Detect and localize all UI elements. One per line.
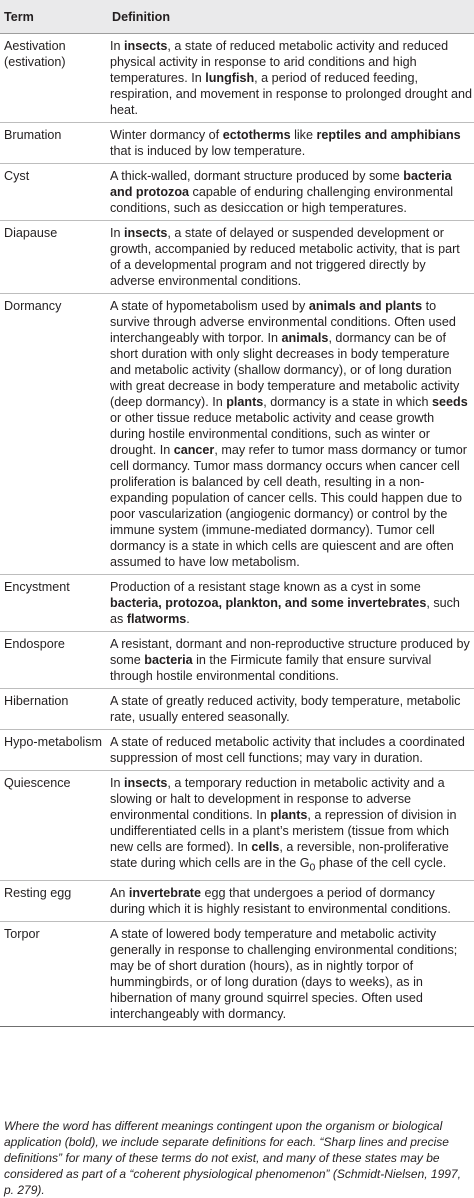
definition-text: , a reversible, non-proliferative state during which cells are in the G bbox=[110, 840, 449, 870]
glossary-rows bbox=[0, 34, 474, 1027]
definition-cell bbox=[108, 221, 474, 294]
table-row bbox=[0, 632, 474, 689]
definition-text: In bbox=[110, 226, 125, 240]
term-cell: Cyst bbox=[0, 164, 108, 221]
term-cell: Endospore bbox=[0, 632, 108, 689]
term-cell: Hypo-metabolism bbox=[0, 730, 108, 771]
definition-text: , dormancy can be of short duration with only slight decreases in body temperature and metabolic activity (shallow dormancy), or of long duration with great decrease in body temperature and metabolic activity (deep dormancy). In bbox=[110, 331, 460, 409]
bold-term: seeds bbox=[431, 395, 468, 409]
table-row bbox=[0, 34, 474, 123]
definition-cell bbox=[108, 575, 474, 632]
definition-column-header: Definition bbox=[108, 0, 474, 34]
definition-text: , such as bbox=[110, 596, 460, 626]
bold-term: cancer bbox=[173, 443, 215, 457]
bold-term: bacteria and protozoa bbox=[110, 169, 452, 199]
table-row bbox=[0, 880, 474, 921]
definition-text: A state of lowered body temperature and metabolic activity generally in response to challenging environmental conditions; may be of short duration (hours), as in nightly torpor of hummingbirds, or of long duration (days to weeks), as in hibernation of many ground squirrel species. Often used interchangeably with dormancy. bbox=[110, 926, 458, 1021]
definition-text: A state of reduced metabolic activity that includes a coordinated suppression of most cell functions; may vary in duration. bbox=[110, 735, 465, 765]
definition-cell bbox=[108, 632, 474, 689]
bold-term: invertebrate bbox=[128, 885, 202, 900]
bold-term: insects bbox=[124, 776, 168, 790]
term-cell: Hibernation bbox=[0, 689, 108, 730]
footnote-tail: , p. 279). bbox=[4, 1167, 461, 1197]
footnote-citation[interactable]: Schmidt-Nielsen, 1997 bbox=[336, 1167, 458, 1181]
table-row bbox=[0, 221, 474, 294]
bold-term: lungfish bbox=[205, 71, 255, 85]
table-row bbox=[0, 123, 474, 164]
definition-text: , may refer to tumor mass dormancy or tumor cell dormancy. Tumor mass dormancy occurs when cancer cell proliferation is balanced by cell death, resulting in a non-expanding population of cancer cells. This could happen due to poor vascularization (angiogenic dormancy) or control by the immune system (immune-mediated dormancy). Tumor cell dormancy is a state in which cells are quiescent and are often assumed to have low metabolism. bbox=[110, 443, 467, 569]
table-row bbox=[0, 164, 474, 221]
bold-term: ectotherms bbox=[222, 128, 291, 142]
definition-cell bbox=[108, 689, 474, 730]
definition-text: phase of the cell cycle. bbox=[315, 856, 447, 870]
table-row bbox=[0, 921, 474, 1026]
table-row bbox=[0, 294, 474, 575]
term-column-header: Term bbox=[0, 0, 108, 34]
definition-cell bbox=[108, 164, 474, 221]
bold-term: insects bbox=[124, 226, 168, 240]
definition-text: like bbox=[290, 128, 317, 142]
definition-cell bbox=[108, 123, 474, 164]
table-row bbox=[0, 771, 474, 881]
footnote-text: Where the word has different meanings contingent upon the organism or biological application (bold), we include separate definitions for each. “Sharp lines and precise definitions” for many of these terms do not exist, and many of these states may be considered as part of a “coherent physiological phenomenon” ( bbox=[4, 1119, 449, 1181]
term-cell: Brumation bbox=[0, 123, 108, 164]
definition-text: A state of greatly reduced activity, body temperature, metabolic rate, usually entered seasonally. bbox=[110, 694, 461, 724]
table-row bbox=[0, 730, 474, 771]
definition-text: In bbox=[110, 776, 125, 790]
definition-text: that is induced by low temperature. bbox=[110, 144, 306, 158]
bold-term: reptiles and amphibians bbox=[316, 128, 461, 142]
term-cell: Resting egg bbox=[0, 880, 108, 921]
subscript: 0 bbox=[309, 861, 316, 874]
definition-text: , a state of reduced metabolic activity and reduced physical activity in response to arid conditions and high temperatures. In bbox=[110, 39, 449, 85]
definition-text: , a repression of division in undifferentiated cells in a plant’s meristem (tissue from which new cells are formed). In bbox=[110, 808, 457, 854]
definition-cell bbox=[108, 34, 474, 123]
definition-text: In bbox=[110, 39, 125, 53]
definition-cell bbox=[108, 730, 474, 771]
bold-term: animals and plants bbox=[308, 299, 423, 313]
bold-term: plants bbox=[270, 808, 308, 822]
term-cell: Aestivation (estivation) bbox=[0, 34, 108, 123]
term-cell: Torpor bbox=[0, 921, 108, 1026]
definition-text: , a temporary reduction in metabolic activity and a slowing or halt to development in response to adverse environmental conditions. In bbox=[110, 776, 445, 822]
table-header-row bbox=[0, 0, 474, 34]
table-footnote bbox=[4, 1118, 470, 1198]
definition-text: , dormancy is a state in which bbox=[263, 395, 432, 409]
definition-text: . bbox=[186, 612, 190, 626]
definition-text: A state of hypometabolism used by bbox=[110, 299, 309, 313]
definition-cell bbox=[108, 771, 474, 881]
definition-cell bbox=[108, 921, 474, 1026]
bold-term: flatworms bbox=[126, 612, 187, 626]
definition-cell bbox=[108, 294, 474, 575]
bold-term: animals bbox=[281, 331, 329, 345]
bold-term: bacteria, protozoa, plankton, and some invertebrates bbox=[110, 596, 427, 610]
definition-cell bbox=[108, 880, 474, 921]
term-cell: Encystment bbox=[0, 575, 108, 632]
definition-text: egg that undergoes a period of dormancy during which it is highly resistant to environmental conditions. bbox=[110, 885, 451, 916]
definition-text: or other tissue reduce metabolic activity and cease growth during hostile environmental conditions, such as winter or drought. In bbox=[110, 411, 435, 457]
term-cell: Dormancy bbox=[0, 294, 108, 575]
bold-term: bacteria bbox=[144, 653, 193, 667]
definition-text: to survive through adverse environmental conditions. Often used interchangeably with torpor. In bbox=[110, 299, 456, 345]
bold-term: cells bbox=[251, 840, 280, 854]
term-cell: Quiescence bbox=[0, 771, 108, 881]
table-row bbox=[0, 689, 474, 730]
definition-text: , a period of reduced feeding, respiration, and movement in response to prolonged drought and heat. bbox=[110, 71, 472, 117]
term-cell: Diapause bbox=[0, 221, 108, 294]
definition-text: An bbox=[110, 885, 129, 900]
definition-text: capable of enduring challenging environmental conditions, such as desiccation or high temperatures. bbox=[110, 185, 454, 215]
definition-text: A thick-walled, dormant structure produced by some bbox=[110, 169, 404, 183]
definition-text: in the Firmicute family that ensure survival through hostile environmental conditions. bbox=[110, 653, 432, 683]
definition-text: A resistant, dormant and non-reproductive structure produced by some bbox=[110, 637, 470, 667]
definition-text: , a state of delayed or suspended development or growth, accompanied by reduced metabolic activity, that is part of a developmental program and not triggered directly by adverse environmental conditions. bbox=[110, 226, 460, 288]
definition-text: Production of a resistant stage known as a cyst in some bbox=[110, 580, 421, 594]
bold-term: insects bbox=[124, 39, 168, 53]
bold-term: plants bbox=[226, 395, 264, 409]
table-row bbox=[0, 575, 474, 632]
definition-text: Winter dormancy of bbox=[110, 128, 223, 142]
